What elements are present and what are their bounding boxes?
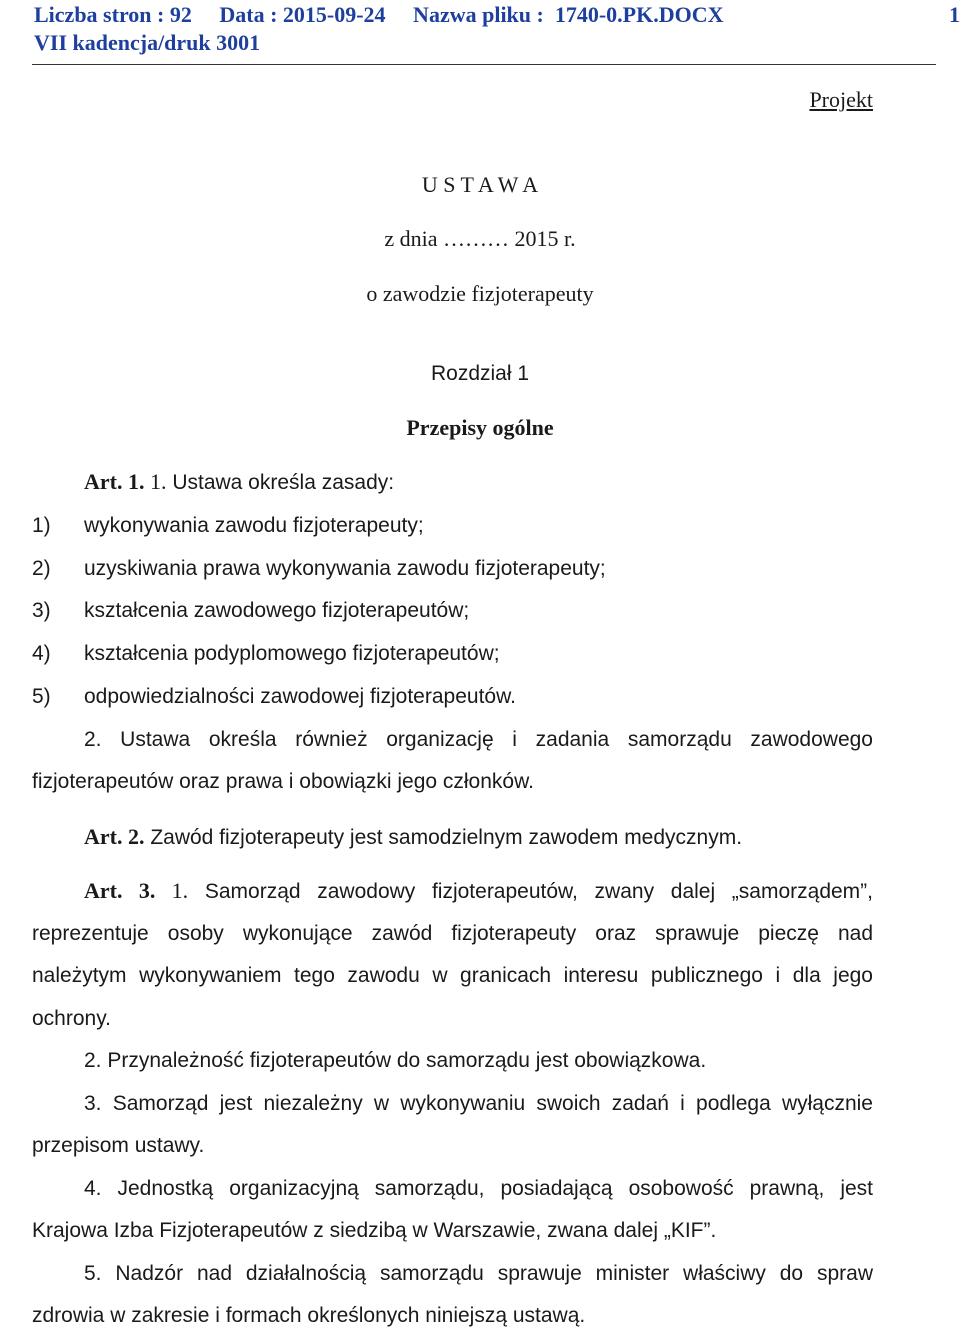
chapter-number: Rozdział 1 [430,362,530,385]
art3-para1-line1: Art. 3. 1. Samorząd zawodowy fizjoterapeutów, zwany dalej „samorządem”, [84,878,873,903]
header-divider [32,64,936,65]
art3-para1-line4: ochrony. [32,1007,111,1030]
chapter-title: Przepisy ogólne [406,415,554,440]
list-item: 3) [32,599,51,622]
act-type: U S T A W A [421,172,539,197]
page-number: 1 [949,2,960,27]
art3-label: Art. 3. [84,878,156,903]
art2-para [84,824,742,851]
list-item-text: wykonywania zawodu fizjoterapeuty; [84,514,424,537]
art1-p1-num: 1. [144,469,167,494]
act-date: z dnia ……… 2015 r. [384,226,576,251]
list-item: 5) [32,685,51,708]
art3-para1-line3: należytym wykonywaniem tego zawodu w granicach interesu publicznego i dla jego [32,964,873,987]
list-item-text: odpowiedzialności zawodowej fizjoterapeutów. [84,685,516,708]
projekt-label: Projekt [809,87,873,112]
art2-text: Zawód fizjoterapeuty jest samodzielnym zawodem medycznym. [144,826,743,849]
list-item: 2) [32,557,51,580]
header-line-1 [34,2,960,28]
art3-para2: 2. Przynależność fizjoterapeutów do samorządu jest obowiązkowa. [84,1049,707,1072]
art1-label: Art. 1. [84,469,145,494]
art3-para4-line2: Krajowa Izba Fizjoterapeutów z siedzibą w Warszawie, zwana dalej „KIF”. [32,1219,717,1242]
list-item-text: kształcenia podyplomowego fizjoterapeutów; [84,642,500,665]
list-item: 4) [32,642,51,665]
art3-para4-line1: 4. Jednostką organizacyjną samorządu, posiadającą osobowość prawną, jest [84,1177,873,1200]
art2-label: Art. 2. [84,824,145,849]
list-item: 1) [32,514,51,537]
art3-para3-line1: 3. Samorząd jest niezależny w wykonywaniu swoich zadań i podlega wyłącznie [84,1092,873,1115]
art1-p2-line1: 2. Ustawa określa również organizację i zadania samorządu zawodowego [84,728,873,751]
art1-p1-text: Ustawa określa zasady: [166,471,395,494]
list-item-text: kształcenia zawodowego fizjoterapeutów; [84,599,470,622]
art3-para5-line2: zdrowia w zakresie i formach określonych niniejszą ustawą. [32,1304,586,1327]
header-info: Liczba stron : 92 Data : 2015-09-24 Nazwa pliku : 1740-0.PK.DOCX [34,2,724,27]
art1-p2-line2: fizjoterapeutów oraz prawa i obowiązki jego członków. [32,770,534,793]
act-subject: o zawodzie fizjoterapeuty [366,281,594,306]
art3-para5-line1: 5. Nadzór nad działalnością samorządu sprawuje minister właściwy do spraw [84,1262,873,1285]
art3-para1-line2: reprezentuje osoby wykonujące zawód fizjoterapeuty oraz sprawuje pieczę nad [32,922,873,945]
list-item-text: uzyskiwania prawa wykonywania zawodu fizjoterapeuty; [84,557,606,580]
art1-para1 [84,469,394,496]
art3-para3-line2: przepisom ustawy. [32,1134,205,1157]
header-line-2: VII kadencja/druk 3001 [34,30,261,55]
